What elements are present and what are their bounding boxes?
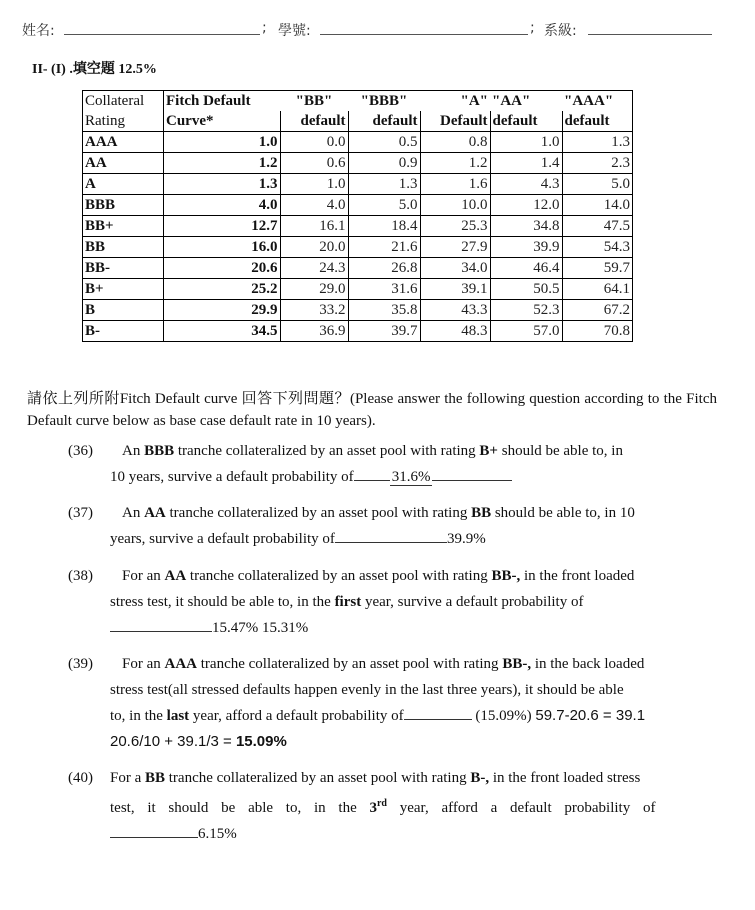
default-value-cell: 2.3 bbox=[562, 153, 633, 174]
default-value-cell: 10.0 bbox=[420, 195, 490, 216]
q39-pool-rating: BB-, bbox=[502, 656, 532, 672]
q40-year: 3 bbox=[369, 800, 377, 816]
q40-answer[interactable]: 6.15% bbox=[198, 826, 237, 842]
header-bbb: "BBB" bbox=[348, 91, 420, 112]
question-36 bbox=[68, 438, 718, 490]
q39-text-5: to, in the bbox=[110, 708, 167, 724]
default-value-cell: 52.3 bbox=[490, 300, 562, 321]
default-value-cell: 1.0 bbox=[490, 132, 562, 153]
q39-tranche-rating: AAA bbox=[164, 656, 197, 672]
q36-text-3: should be able to, in bbox=[497, 443, 623, 459]
default-value-cell: 5.0 bbox=[348, 195, 420, 216]
fitch-curve-cell: 1.3 bbox=[164, 174, 281, 195]
header-fitch-curve: Fitch Default bbox=[164, 91, 281, 112]
header-aa: "AA" bbox=[490, 91, 562, 112]
q39-text-3: in the back loaded bbox=[531, 656, 645, 672]
default-value-cell: 21.6 bbox=[348, 237, 420, 258]
q39-answer[interactable]: (15.09%) bbox=[475, 708, 532, 724]
q37-answer-blank bbox=[335, 542, 447, 543]
fitch-curve-cell: 12.7 bbox=[164, 216, 281, 237]
table-row bbox=[83, 237, 633, 258]
default-value-cell: 14.0 bbox=[562, 195, 633, 216]
question-37 bbox=[68, 500, 718, 552]
header-rating: Rating bbox=[83, 111, 164, 132]
header-a: "A" bbox=[420, 91, 490, 112]
q36-text-4: 10 years, survive a default probability of bbox=[110, 469, 354, 485]
rating-cell: BB+ bbox=[83, 216, 164, 237]
header-bb-default: default bbox=[280, 111, 348, 132]
fitch-curve-cell: 1.0 bbox=[164, 132, 281, 153]
default-value-cell: 0.6 bbox=[280, 153, 348, 174]
default-value-cell: 39.7 bbox=[348, 321, 420, 342]
rating-cell: BBB bbox=[83, 195, 164, 216]
q36-text-2: tranche collateralized by an asset pool with rating bbox=[174, 443, 480, 459]
header-aa-default: default bbox=[490, 111, 562, 132]
fitch-curve-cell: 25.2 bbox=[164, 279, 281, 300]
q36-answer-blank-pre bbox=[354, 480, 390, 481]
default-value-cell: 33.2 bbox=[280, 300, 348, 321]
default-value-cell: 0.8 bbox=[420, 132, 490, 153]
default-value-cell: 1.0 bbox=[280, 174, 348, 195]
default-value-cell: 64.1 bbox=[562, 279, 633, 300]
header-bb: "BB" bbox=[280, 91, 348, 112]
q38-tranche-rating: AA bbox=[164, 568, 187, 584]
default-value-cell: 50.5 bbox=[490, 279, 562, 300]
default-value-cell: 0.9 bbox=[348, 153, 420, 174]
q36-answer[interactable]: 31.6% bbox=[391, 469, 431, 485]
default-value-cell: 34.0 bbox=[420, 258, 490, 279]
q36-pool-rating: B+ bbox=[479, 443, 498, 459]
rating-cell: AA bbox=[83, 153, 164, 174]
table-row bbox=[83, 153, 633, 174]
section-title: II- (I) .填空題 12.5% bbox=[32, 62, 157, 77]
default-value-cell: 1.3 bbox=[562, 132, 633, 153]
default-value-cell: 0.5 bbox=[348, 132, 420, 153]
q40-text-4: test, it should be able to, in the bbox=[110, 800, 370, 816]
q36-tranche-rating: BBB bbox=[144, 443, 175, 459]
fitch-default-table bbox=[82, 90, 633, 342]
default-value-cell: 70.8 bbox=[562, 321, 633, 342]
default-value-cell: 25.3 bbox=[420, 216, 490, 237]
q40-pool-rating: B-, bbox=[470, 770, 490, 786]
q38-number: (38) bbox=[68, 568, 93, 584]
header-curve: Curve* bbox=[164, 111, 281, 132]
default-value-cell: 0.0 bbox=[280, 132, 348, 153]
default-value-cell: 12.0 bbox=[490, 195, 562, 216]
q38-pool-rating: BB-, bbox=[491, 568, 521, 584]
default-value-cell: 1.4 bbox=[490, 153, 562, 174]
default-value-cell: 43.3 bbox=[420, 300, 490, 321]
default-value-cell: 54.3 bbox=[562, 237, 633, 258]
q36-answer-blank-post bbox=[432, 480, 512, 481]
default-value-cell: 36.9 bbox=[280, 321, 348, 342]
q39-text-2: tranche collateralized by an asset pool with rating bbox=[197, 656, 503, 672]
q38-text-2: tranche collateralized by an asset pool with rating bbox=[186, 568, 492, 584]
q38-answer-blank bbox=[110, 631, 212, 632]
default-value-cell: 31.6 bbox=[348, 279, 420, 300]
default-value-cell: 39.1 bbox=[420, 279, 490, 300]
q37-number: (37) bbox=[68, 505, 93, 521]
q37-text: An bbox=[122, 505, 145, 521]
q40-text: For a bbox=[110, 770, 145, 786]
fitch-curve-cell: 34.5 bbox=[164, 321, 281, 342]
q40-ordinal-suffix: rd bbox=[376, 798, 387, 809]
q38-text-5: year, survive a default probability of bbox=[361, 594, 584, 610]
table-row bbox=[83, 321, 633, 342]
default-value-cell: 57.0 bbox=[490, 321, 562, 342]
table-header-row-2 bbox=[83, 111, 633, 132]
default-value-cell: 1.2 bbox=[420, 153, 490, 174]
header-aaa: "AAA" bbox=[562, 91, 633, 112]
fitch-curve-cell: 20.6 bbox=[164, 258, 281, 279]
rating-cell: B- bbox=[83, 321, 164, 342]
rating-cell: BB bbox=[83, 237, 164, 258]
student-id-label: 學號: bbox=[278, 23, 311, 39]
default-value-cell: 4.0 bbox=[280, 195, 348, 216]
q38-text: For an bbox=[122, 568, 165, 584]
q39-text-6: year, afford a default probability of bbox=[189, 708, 404, 724]
fitch-curve-cell: 16.0 bbox=[164, 237, 281, 258]
rating-cell: A bbox=[83, 174, 164, 195]
table-row bbox=[83, 258, 633, 279]
default-value-cell: 48.3 bbox=[420, 321, 490, 342]
default-value-cell: 5.0 bbox=[562, 174, 633, 195]
default-value-cell: 18.4 bbox=[348, 216, 420, 237]
table-row bbox=[83, 132, 633, 153]
default-value-cell: 46.4 bbox=[490, 258, 562, 279]
header-aaa-default: default bbox=[562, 111, 633, 132]
rating-cell: AAA bbox=[83, 132, 164, 153]
default-value-cell: 1.3 bbox=[348, 174, 420, 195]
header-bbb-default: default bbox=[348, 111, 420, 132]
q37-text-2: tranche collateralized by an asset pool with rating bbox=[165, 505, 472, 521]
default-value-cell: 20.0 bbox=[280, 237, 348, 258]
q39-calculation-1: 59.7-20.6 = 39.1 bbox=[535, 707, 646, 724]
separator-2: ; bbox=[530, 20, 535, 36]
default-value-cell: 67.2 bbox=[562, 300, 633, 321]
default-value-cell: 16.1 bbox=[280, 216, 348, 237]
default-value-cell: 39.9 bbox=[490, 237, 562, 258]
default-value-cell: 35.8 bbox=[348, 300, 420, 321]
table-row bbox=[83, 300, 633, 321]
q37-tranche-rating: AA bbox=[144, 505, 166, 521]
question-39 bbox=[68, 651, 718, 755]
name-label: 姓名: bbox=[22, 23, 55, 39]
q36-text: An bbox=[122, 443, 145, 459]
q38-answer[interactable]: 15.47% 15.31% bbox=[212, 620, 309, 636]
q40-text-3: in the front loaded stress bbox=[489, 770, 641, 786]
q39-answer-blank bbox=[404, 719, 472, 720]
q39-text-4: stress test(all stressed defaults happen evenly in the last three years), it should be able bbox=[110, 682, 624, 698]
table-row bbox=[83, 279, 633, 300]
q38-text-3: in the front loaded bbox=[520, 568, 635, 584]
q39-calculation-2: 20.6/10 + 39.1/3 = bbox=[110, 733, 236, 750]
q40-text-2: tranche collateralized by an asset pool with rating bbox=[165, 770, 471, 786]
q40-answer-blank bbox=[110, 837, 198, 838]
rating-cell: B+ bbox=[83, 279, 164, 300]
default-value-cell: 26.8 bbox=[348, 258, 420, 279]
default-value-cell: 27.9 bbox=[420, 237, 490, 258]
table-header-row-1 bbox=[83, 91, 633, 112]
default-value-cell: 4.3 bbox=[490, 174, 562, 195]
q37-pool-rating: BB bbox=[471, 505, 492, 521]
question-40 bbox=[68, 765, 718, 847]
table-row bbox=[83, 174, 633, 195]
header-collateral: Collateral bbox=[83, 91, 164, 112]
q37-text-3: should be able to, in 10 bbox=[491, 505, 635, 521]
default-value-cell: 1.6 bbox=[420, 174, 490, 195]
department-label: 系級: bbox=[544, 23, 577, 39]
default-value-cell: 47.5 bbox=[562, 216, 633, 237]
q38-text-4: stress test, it should be able to, in the bbox=[110, 594, 335, 610]
q36-number: (36) bbox=[68, 443, 93, 459]
header-a-default: Default bbox=[420, 111, 490, 132]
q38-period: first bbox=[334, 594, 362, 610]
rating-cell: BB- bbox=[83, 258, 164, 279]
q40-number: (40) bbox=[68, 770, 93, 786]
question-38 bbox=[68, 563, 718, 641]
fitch-curve-cell: 29.9 bbox=[164, 300, 281, 321]
table-row bbox=[83, 216, 633, 237]
table-row bbox=[83, 195, 633, 216]
q39-number: (39) bbox=[68, 656, 93, 672]
default-value-cell: 24.3 bbox=[280, 258, 348, 279]
student-info-header bbox=[22, 20, 722, 42]
q37-answer[interactable]: 39.9% bbox=[446, 531, 486, 547]
default-value-cell: 34.8 bbox=[490, 216, 562, 237]
q39-calculation-result: 15.09% bbox=[235, 733, 287, 750]
default-value-cell: 29.0 bbox=[280, 279, 348, 300]
fitch-curve-cell: 4.0 bbox=[164, 195, 281, 216]
q37-text-4: years, survive a default probability of bbox=[110, 531, 335, 547]
separator-1: ; bbox=[262, 20, 267, 36]
q40-tranche-rating: BB bbox=[145, 770, 166, 786]
rating-cell: B bbox=[83, 300, 164, 321]
instructions: 請依上列所附Fitch Default curve 回答下列問題？(Please answer the following question according to the Fitch Default curve below as base case default rate in 10 years). bbox=[27, 391, 717, 429]
table-body bbox=[83, 132, 633, 342]
default-value-cell: 59.7 bbox=[562, 258, 633, 279]
q39-text: For an bbox=[122, 656, 165, 672]
q39-period: last bbox=[166, 708, 190, 724]
q40-text-5: year, afford a default probability of bbox=[386, 800, 656, 816]
fitch-curve-cell: 1.2 bbox=[164, 153, 281, 174]
